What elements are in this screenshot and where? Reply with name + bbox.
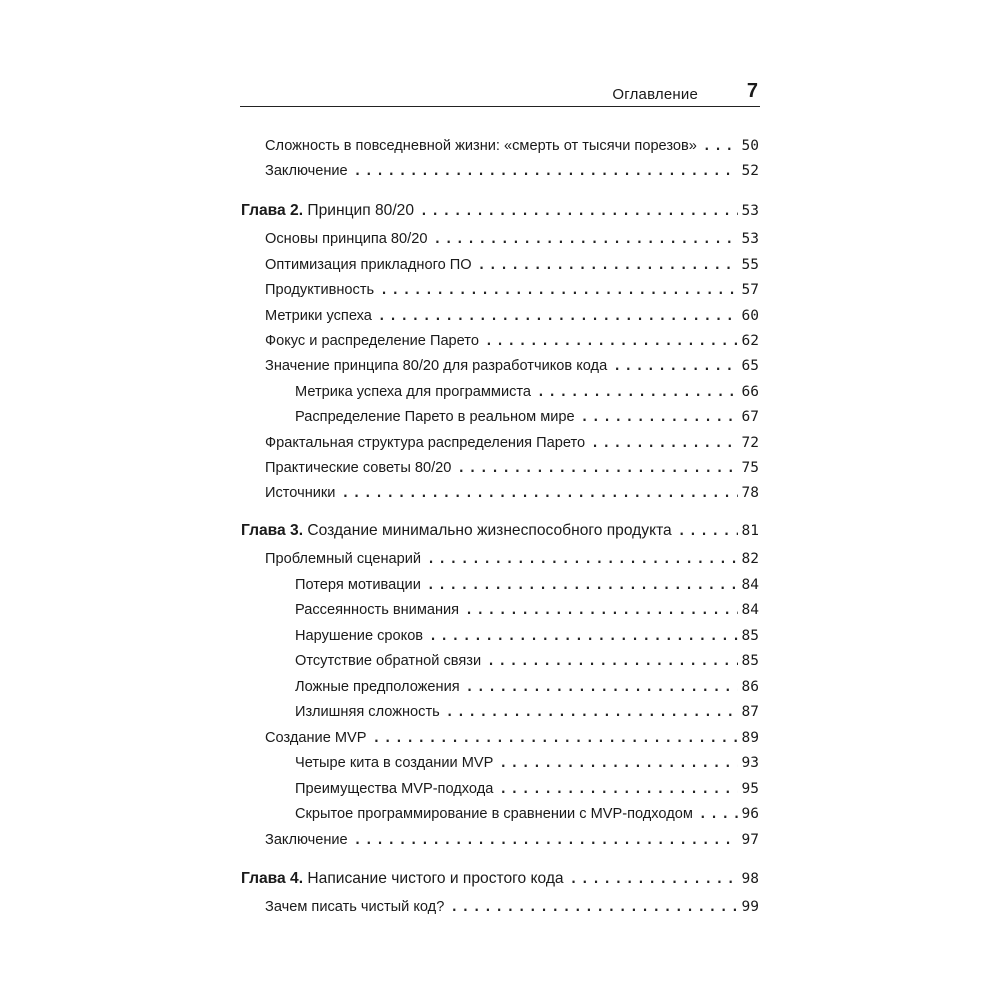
toc-entry-title: Распределение Парето в реальном мире bbox=[295, 409, 575, 425]
toc-entry-title: Потеря мотивации bbox=[295, 577, 421, 593]
chapter-prefix: Глава 2. bbox=[241, 202, 304, 219]
toc-entry-title: Нарушение сроков bbox=[295, 628, 424, 644]
toc-entry[interactable] bbox=[265, 358, 759, 382]
dot-leader bbox=[354, 164, 738, 179]
toc-chapter-entry[interactable] bbox=[241, 870, 759, 894]
chapter-title: Создание минимально жизнеспособного продукта bbox=[303, 522, 672, 539]
toc-entry-page: 60 bbox=[741, 308, 759, 324]
toc-entry-page: 75 bbox=[741, 460, 759, 476]
toc-entry-page: 96 bbox=[741, 806, 759, 822]
toc-entry[interactable] bbox=[265, 308, 759, 332]
toc-entry[interactable] bbox=[265, 832, 759, 856]
toc-entry-page: 62 bbox=[741, 333, 759, 349]
chapter-title: Принцип 80/20 bbox=[303, 202, 415, 219]
toc-entry-page: 53 bbox=[741, 203, 759, 219]
toc-entry[interactable] bbox=[265, 730, 759, 754]
toc-entry-page: 85 bbox=[741, 653, 759, 669]
toc-entry-title: Зачем писать чистый код? bbox=[265, 899, 445, 915]
toc-entry-title: Преимущества MVP-подхода bbox=[295, 781, 494, 797]
toc-entry-title: Значение принципа 80/20 для разработчиков кода bbox=[265, 358, 608, 374]
toc-entry-page: 84 bbox=[741, 577, 759, 593]
toc-entry[interactable] bbox=[295, 409, 759, 433]
toc-entry-title: Продуктивность bbox=[265, 282, 375, 298]
running-header bbox=[240, 80, 760, 107]
toc-entry-title: Метрики успеха bbox=[265, 308, 372, 324]
toc-entry[interactable] bbox=[265, 231, 759, 255]
dot-leader bbox=[703, 139, 738, 154]
toc-entry[interactable] bbox=[295, 704, 759, 728]
toc-entry-page: 99 bbox=[741, 899, 759, 915]
toc-entry-page: 67 bbox=[741, 409, 759, 425]
dot-leader bbox=[433, 232, 737, 247]
dot-leader bbox=[570, 872, 738, 887]
toc-entry[interactable] bbox=[265, 282, 759, 306]
toc-entry-page: 50 bbox=[741, 138, 759, 154]
dot-leader bbox=[485, 334, 738, 349]
toc-entry-title: Основы принципа 80/20 bbox=[265, 231, 428, 247]
dot-leader bbox=[613, 359, 737, 374]
dot-leader bbox=[378, 309, 738, 324]
dot-leader bbox=[466, 680, 738, 695]
toc-entry[interactable] bbox=[265, 435, 759, 459]
toc-entry-title bbox=[241, 202, 414, 220]
toc-entry-page: 57 bbox=[741, 282, 759, 298]
toc-entry[interactable] bbox=[295, 755, 759, 779]
dot-leader bbox=[446, 705, 738, 720]
dot-leader bbox=[699, 807, 738, 822]
toc-entry[interactable] bbox=[295, 577, 759, 601]
toc-entry-page: 72 bbox=[741, 435, 759, 451]
header-title: Оглавление bbox=[612, 86, 698, 103]
dot-leader bbox=[420, 204, 738, 219]
dot-leader bbox=[678, 524, 738, 539]
chapter-prefix: Глава 3. bbox=[241, 522, 304, 539]
toc-entry[interactable] bbox=[265, 257, 759, 281]
toc-entry[interactable] bbox=[265, 333, 759, 357]
toc-entry-title: Практические советы 80/20 bbox=[265, 460, 452, 476]
dot-leader bbox=[373, 731, 738, 746]
toc-entry-page: 66 bbox=[741, 384, 759, 400]
toc-entry[interactable] bbox=[295, 602, 759, 626]
dot-leader bbox=[478, 258, 738, 273]
toc-entry-page: 78 bbox=[741, 485, 759, 501]
dot-leader bbox=[537, 385, 737, 400]
toc-entry[interactable] bbox=[265, 551, 759, 575]
toc-entry-page: 53 bbox=[741, 231, 759, 247]
dot-leader bbox=[341, 486, 737, 501]
toc-entry[interactable] bbox=[265, 485, 759, 509]
toc-entry-page: 87 bbox=[741, 704, 759, 720]
toc-entry-title: Фрактальная структура распределения Парето bbox=[265, 435, 586, 451]
toc-entry-title: Создание MVP bbox=[265, 730, 367, 746]
toc-entry-title bbox=[241, 522, 672, 540]
toc-entry-title: Четыре кита в создании MVP bbox=[295, 755, 494, 771]
toc-entry-page: 85 bbox=[741, 628, 759, 644]
toc-entry-page: 95 bbox=[741, 781, 759, 797]
toc-entry-page: 98 bbox=[741, 871, 759, 887]
toc-entry[interactable] bbox=[295, 806, 759, 830]
dot-leader bbox=[465, 603, 737, 618]
dot-leader bbox=[427, 578, 738, 593]
toc-entry-page: 97 bbox=[741, 832, 759, 848]
toc-entry-page: 84 bbox=[741, 602, 759, 618]
header-page-number: 7 bbox=[746, 80, 758, 102]
toc-chapter-entry[interactable] bbox=[241, 522, 759, 546]
toc-entry-title: Заключение bbox=[265, 832, 348, 848]
toc-entry-title: Ложные предположения bbox=[295, 679, 460, 695]
toc-entry-page: 93 bbox=[741, 755, 759, 771]
dot-leader bbox=[450, 900, 737, 915]
toc-entry[interactable] bbox=[265, 163, 759, 187]
toc-entry-title: Проблемный сценарий bbox=[265, 551, 422, 567]
toc-entry[interactable] bbox=[265, 899, 759, 923]
dot-leader bbox=[354, 833, 738, 848]
dot-leader bbox=[487, 654, 737, 669]
toc-entry-page: 81 bbox=[741, 523, 759, 539]
toc-entry-title: Источники bbox=[265, 485, 336, 501]
toc-entry-title: Излишняя сложность bbox=[295, 704, 440, 720]
toc-entry-page: 65 bbox=[741, 358, 759, 374]
dot-leader bbox=[499, 756, 737, 771]
toc-entry[interactable] bbox=[265, 460, 759, 484]
dot-leader bbox=[380, 283, 737, 298]
toc-entry-page: 86 bbox=[741, 679, 759, 695]
toc-entry-title: Метрика успеха для программиста bbox=[295, 384, 532, 400]
toc-entry-title: Фокус и распределение Парето bbox=[265, 333, 479, 349]
toc-entry-page: 82 bbox=[741, 551, 759, 567]
toc-entry-title: Рассеянность внимания bbox=[295, 602, 460, 618]
chapter-prefix: Глава 4. bbox=[241, 870, 304, 887]
toc-entry-page: 89 bbox=[741, 730, 759, 746]
dot-leader bbox=[499, 782, 737, 797]
chapter-title: Написание чистого и простого кода bbox=[303, 870, 564, 887]
toc-entry[interactable] bbox=[265, 138, 759, 162]
dot-leader bbox=[457, 461, 737, 476]
toc-entry[interactable] bbox=[295, 781, 759, 805]
toc-entry[interactable] bbox=[295, 679, 759, 703]
toc-entry-title: Заключение bbox=[265, 163, 348, 179]
toc-entry-page: 52 bbox=[741, 163, 759, 179]
dot-leader bbox=[429, 629, 737, 644]
toc-entry[interactable] bbox=[295, 384, 759, 408]
toc-entry-title: Отсутствие обратной связи bbox=[295, 653, 482, 669]
toc-entry[interactable] bbox=[295, 653, 759, 677]
dot-leader bbox=[581, 410, 738, 425]
dot-leader bbox=[427, 552, 737, 567]
toc-entry-title: Сложность в повседневной жизни: «смерть от тысячи порезов» bbox=[265, 138, 697, 154]
toc-entry-page: 55 bbox=[741, 257, 759, 273]
dot-leader bbox=[591, 436, 737, 451]
toc-entry[interactable] bbox=[295, 628, 759, 652]
toc-chapter-entry[interactable] bbox=[241, 202, 759, 226]
toc-entry-title: Скрытое программирование в сравнении с MVP-подходом bbox=[295, 806, 693, 822]
toc-entry-title: Оптимизация прикладного ПО bbox=[265, 257, 472, 273]
toc-entry-title bbox=[241, 870, 564, 888]
